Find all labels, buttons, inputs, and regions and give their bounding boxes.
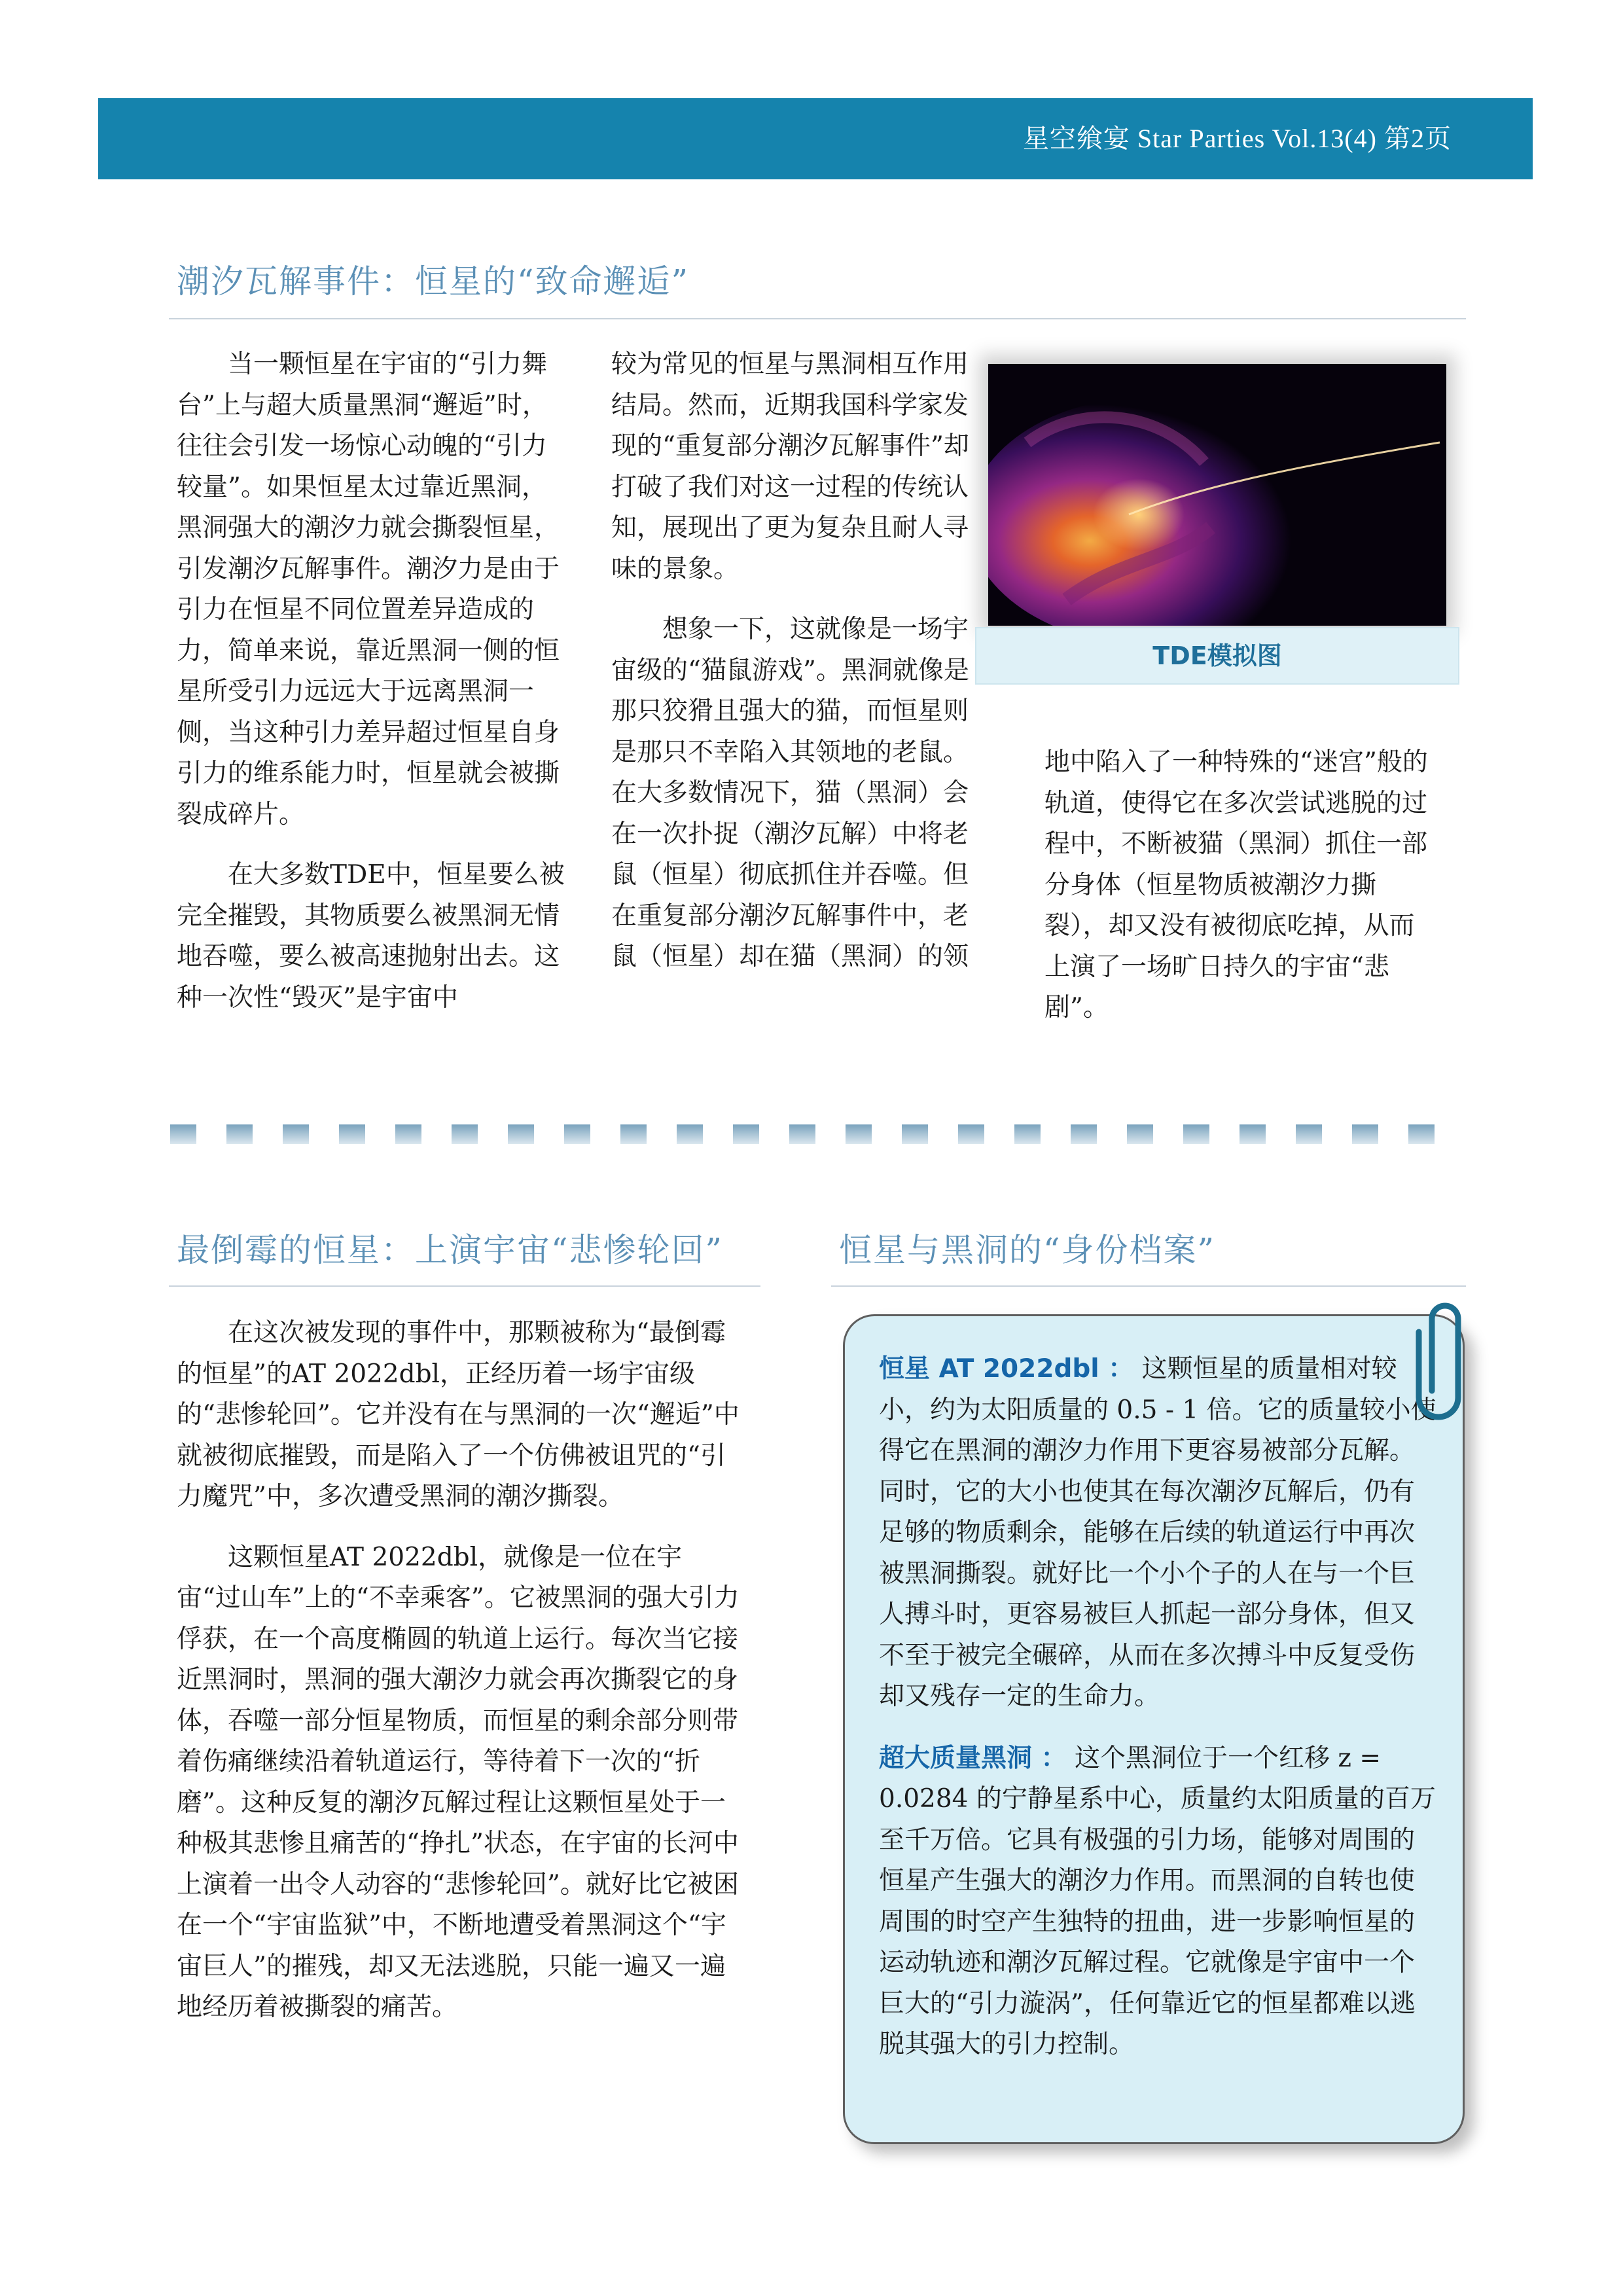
section-title-star: 最倒霉的恒星：上演宇宙“悲惨轮回”: [177, 1231, 724, 1269]
paragraph: 这颗恒星AT 2022dbl，就像是一位在宇宙“过山车”上的“不幸乘客”。它被黑洞的强大引力俘获，在一个高度椭圆的轨道上运行。每次当它接近黑洞时，黑洞的强大潮汐力就会再次撕裂它的身体，吞噬一部分恒星物质，而恒星的剩余部分则带着伤痛继续沿着轨道运行，等待着下一次的“折磨”。这种反复的潮汐瓦解过程让这颗恒星处于一种极其悲惨且痛苦的“挣扎”状态，在宇宙的长河中上演着一出令人动容的“悲惨轮回”。就好比它被困在一个“宇宙监狱”中，不断地遭受着黑洞这个“宇宙巨人”的摧残，却又无法逃脱，只能一遍又一遍地经历着被撕裂的痛苦。: [177, 1542, 740, 2022]
paragraph: 较为常见的恒星与黑洞相互作用结局。然而，近期我国科学家发现的“重复部分潮汐瓦解事件”却打破了我们对这一过程的传统认知，展现出了更为复杂且耐人寻味的景象。: [611, 350, 969, 584]
paperclip-icon: [1412, 1293, 1478, 1424]
paragraph: 在这次被发现的事件中，那颗被称为“最倒霉的恒星”的AT 2022dbl，正经历着一场宇宙级的“悲惨轮回”。它并没有在与黑洞的一次“邂逅”中就被彻底摧毁，而是陷入了一个仿佛被诅咒的“引力魔咒”中，多次遭受黑洞的潮汐撕裂。: [177, 1318, 740, 1511]
dashed-separator: [170, 1124, 1465, 1148]
profile-black-hole: [879, 1738, 1436, 2066]
paragraph: 想象一下，这就像是一场宇宙级的“猫鼠游戏”。黑洞就像是那只狡猾且强大的猫，而恒星则是那只不幸陷入其领地的老鼠。在大多数情况下，猫（黑洞）会在一次扑捉（潮汐瓦解）中将老鼠（恒星）彻底抓住并吞噬。但在重复部分潮汐瓦解事件中，老鼠（恒星）却在猫（黑洞）的领: [611, 615, 969, 971]
article-column-3: [1044, 742, 1431, 1029]
profile-box: [843, 1314, 1465, 2144]
article-column-1: [177, 344, 569, 1018]
tde-simulation-image: [988, 364, 1446, 626]
article-column-left: [177, 1313, 740, 2028]
section-rule: [169, 318, 1466, 319]
paragraph: 当一颗恒星在宇宙的“引力舞台”上与超大质量黑洞“邂逅”时，往往会引发一场惊心动魄的“引力较量”。如果恒星太过靠近黑洞，黑洞强大的潮汐力就会撕裂恒星，引发潮汐瓦解事件。潮汐力是由于引力在恒星不同位置差异造成的力，简单来说，靠近黑洞一侧的恒星所受引力远远大于远离黑洞一侧，当这种引力差异超过恒星自身引力的维系能力时，恒星就会被撕裂成碎片。: [177, 350, 560, 829]
paragraph: 地中陷入了一种特殊的“迷宫”般的轨道，使得它在多次尝试逃脱的过程中，不断被猫（黑洞）抓住一部分身体（恒星物质被潮汐力撕裂），却又没有被彻底吃掉，从而上演了一场旷日持久的宇宙“悲剧”。: [1044, 747, 1428, 1022]
header-band: [98, 98, 1533, 179]
profile-star: [879, 1349, 1436, 1717]
star-description: 这颗恒星的质量相对较小，约为太阳质量的 0.5 - 1 倍。它的质量较小使得它在黑洞的潮汐力作用下更容易被部分瓦解。同时，它的大小也使其在每次潮汐瓦解后，仍有足够的物质剩余，能够在后续的轨道运行中再次被黑洞撕裂。就好比一个小个子的人在与一个巨人搏斗时，更容易被巨人抓起一部分身体，但又不至于被完全碾碎，从而在多次搏斗中反复受伤却又残存一定的生命力。: [879, 1354, 1436, 1711]
black-hole-term: 超大质量黑洞 ：: [879, 1743, 1067, 1773]
star-term: 恒星 AT 2022dbl ：: [879, 1354, 1134, 1384]
section-rule: [831, 1285, 1466, 1287]
section-rule: [169, 1285, 760, 1287]
tde-simulation-graphic: [988, 364, 1446, 626]
paragraph: 在大多数TDE中，恒星要么被完全摧毁，其物质要么被黑洞无情地吞噬，要么被高速抛射出去。这种一次性“毁灭”是宇宙中: [177, 860, 565, 1013]
figure-caption: TDE模拟图: [975, 627, 1459, 685]
black-hole-description: 这个黑洞位于一个红移 z = 0.0284 的宁静星系中心，质量约太阳质量的百万至千万倍。它具有极强的引力场，能够对周围的恒星产生强大的潮汐力作用。而黑洞的自转也使周围的时空产生独特的扭曲，进一步影响恒星的运动轨迹和潮汐瓦解过程。它就像是宇宙中一个巨大的“引力漩涡”，任何靠近它的恒星都难以逃脱其强大的引力控制。: [879, 1743, 1436, 2059]
section-title-profile: 恒星与黑洞的“身份档案”: [839, 1231, 1216, 1269]
profile-box-content: [879, 1349, 1436, 2066]
section-title-tde: 潮汐瓦解事件：恒星的“致命邂逅”: [177, 262, 690, 300]
tde-figure: [975, 353, 1459, 694]
article-column-2: [611, 344, 971, 978]
header-title: 星空飨宴 Star Parties Vol.13(4) 第2页: [1022, 124, 1452, 153]
